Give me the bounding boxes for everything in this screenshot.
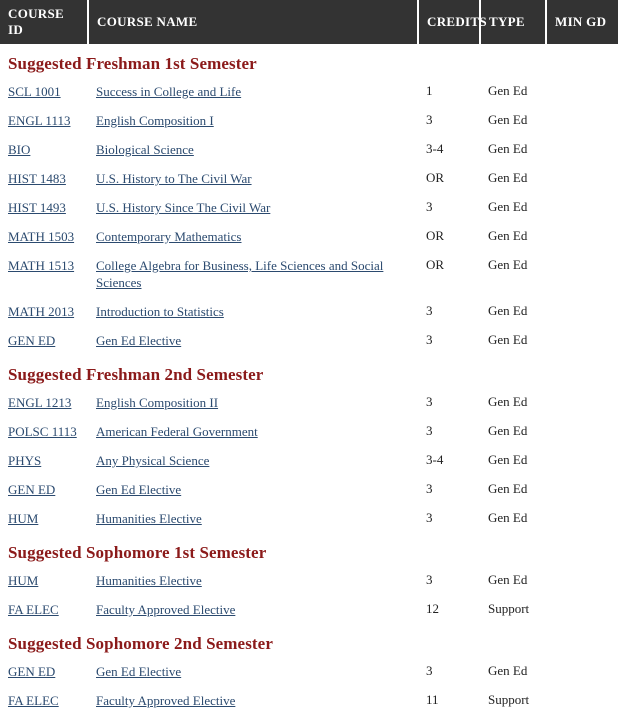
course-name-link[interactable]: College Algebra for Business, Life Sciences and Social Sciences: [96, 258, 384, 290]
table-row: [0, 193, 618, 222]
course-name-cell: [88, 77, 418, 106]
section-title-cell: [0, 44, 618, 77]
course-id-link[interactable]: GEN ED: [8, 482, 56, 497]
course-name-cell: [88, 686, 418, 715]
course-name-link[interactable]: American Federal Government: [96, 424, 258, 439]
course-id-link[interactable]: MATH 1513: [8, 258, 75, 273]
min-grade-cell: [546, 77, 618, 106]
type-cell: Gen Ed: [488, 394, 528, 409]
course-name-cell: [88, 164, 418, 193]
column-header-course-name: COURSE NAME: [88, 0, 418, 44]
type-cell: Gen Ed: [488, 332, 528, 347]
table-row: [0, 251, 618, 297]
credits-cell: 3: [426, 303, 433, 318]
course-id-cell: [0, 475, 88, 504]
table-header-row: [0, 0, 618, 44]
credits-cell: 3: [426, 199, 433, 214]
table-row: [0, 686, 618, 715]
min-grade-cell: [546, 164, 618, 193]
type-cell: Support: [488, 601, 530, 616]
course-id-link[interactable]: HUM: [8, 511, 39, 526]
credits-cell: 3: [426, 510, 433, 525]
column-header-type: TYPE: [480, 0, 546, 44]
course-id-cell: [0, 686, 88, 715]
type-cell: Gen Ed: [488, 572, 528, 587]
course-name-cell: [88, 297, 418, 326]
credits-cell: 11: [426, 692, 439, 707]
course-name-cell: [88, 193, 418, 222]
type-cell: Gen Ed: [488, 170, 528, 185]
course-id-cell: [0, 388, 88, 417]
credits-cell: OR: [426, 257, 445, 272]
min-grade-cell: [546, 566, 618, 595]
min-grade-cell: [546, 446, 618, 475]
course-name-link[interactable]: English Composition II: [96, 395, 219, 410]
min-grade-cell: [546, 657, 618, 686]
type-cell: Gen Ed: [488, 83, 528, 98]
min-grade-cell: [546, 222, 618, 251]
course-id-cell: [0, 657, 88, 686]
section-title: Suggested Sophomore 2nd Semester: [8, 634, 273, 653]
section-title: Suggested Sophomore 1st Semester: [8, 543, 267, 562]
type-cell: Gen Ed: [488, 423, 528, 438]
course-id-link[interactable]: HUM: [8, 573, 39, 588]
type-cell: Gen Ed: [488, 481, 528, 496]
course-id-cell: [0, 222, 88, 251]
credits-cell: 3-4: [426, 452, 444, 467]
table-header: [0, 0, 618, 44]
course-id-link[interactable]: GEN ED: [8, 333, 56, 348]
course-name-cell: [88, 388, 418, 417]
min-grade-cell: [546, 106, 618, 135]
course-name-link[interactable]: Biological Science: [96, 142, 194, 157]
type-cell: Support: [488, 692, 530, 707]
min-grade-cell: [546, 475, 618, 504]
section-title-cell: [0, 355, 618, 388]
course-name-link[interactable]: Faculty Approved Elective: [96, 602, 236, 617]
min-grade-cell: [546, 251, 618, 297]
column-header-min-gd: MIN GD: [546, 0, 618, 44]
credits-cell: 12: [426, 601, 439, 616]
course-name-cell: [88, 657, 418, 686]
course-id-cell: [0, 251, 88, 297]
table-row: [0, 595, 618, 624]
section-header-row: [0, 355, 618, 388]
course-id-link[interactable]: ENGL 1213: [8, 395, 72, 410]
table-row: [0, 417, 618, 446]
type-cell: Gen Ed: [488, 303, 528, 318]
course-name-cell: [88, 251, 418, 297]
course-id-link[interactable]: FA ELEC: [8, 602, 59, 617]
course-name-cell: [88, 475, 418, 504]
min-grade-cell: [546, 135, 618, 164]
course-id-link[interactable]: MATH 2013: [8, 304, 75, 319]
course-name-cell: [88, 566, 418, 595]
type-cell: Gen Ed: [488, 228, 528, 243]
section-header-row: [0, 533, 618, 566]
type-cell: Gen Ed: [488, 199, 528, 214]
course-id-cell: [0, 417, 88, 446]
table-row: [0, 566, 618, 595]
min-grade-cell: [546, 504, 618, 533]
type-cell: Gen Ed: [488, 663, 528, 678]
section-header-row: [0, 44, 618, 77]
course-name-link[interactable]: Gen Ed Elective: [96, 482, 182, 497]
course-id-cell: [0, 595, 88, 624]
course-id-cell: [0, 164, 88, 193]
course-id-link[interactable]: FA ELEC: [8, 693, 59, 708]
course-name-link[interactable]: Contemporary Mathematics: [96, 229, 242, 244]
credits-cell: 3-4: [426, 141, 444, 156]
table-row: [0, 164, 618, 193]
min-grade-cell: [546, 417, 618, 446]
table-row: [0, 388, 618, 417]
credits-cell: 3: [426, 423, 433, 438]
course-name-link[interactable]: Gen Ed Elective: [96, 333, 182, 348]
min-grade-cell: [546, 388, 618, 417]
min-grade-cell: [546, 326, 618, 355]
course-name-link[interactable]: Any Physical Science: [96, 453, 210, 468]
course-id-link[interactable]: PHYS: [8, 453, 42, 468]
type-cell: Gen Ed: [488, 510, 528, 525]
course-name-link[interactable]: Introduction to Statistics: [96, 304, 224, 319]
credits-cell: OR: [426, 228, 445, 243]
table-row: [0, 446, 618, 475]
course-name-cell: [88, 326, 418, 355]
course-name-cell: [88, 446, 418, 475]
course-name-cell: [88, 417, 418, 446]
course-id-link[interactable]: MATH 1503: [8, 229, 75, 244]
course-id-link[interactable]: BIO: [8, 142, 31, 157]
course-id-link[interactable]: POLSC 1113: [8, 424, 77, 439]
course-id-cell: [0, 106, 88, 135]
course-id-cell: [0, 326, 88, 355]
credits-cell: 3: [426, 332, 433, 347]
table-body: [0, 44, 618, 715]
course-id-link[interactable]: ENGL 1113: [8, 113, 71, 128]
column-header-course-id: COURSE ID: [0, 0, 88, 44]
course-name-link[interactable]: Faculty Approved Elective: [96, 693, 236, 708]
section-header-row: [0, 624, 618, 657]
course-id-link[interactable]: SCL 1001: [8, 84, 61, 99]
table-row: [0, 77, 618, 106]
course-id-cell: [0, 77, 88, 106]
course-name-cell: [88, 135, 418, 164]
course-name-link[interactable]: U.S. History to The Civil War: [96, 171, 252, 186]
section-title: Suggested Freshman 1st Semester: [8, 54, 257, 73]
type-cell: Gen Ed: [488, 452, 528, 467]
course-id-cell: [0, 566, 88, 595]
course-name-link[interactable]: Success in College and Life: [96, 84, 242, 99]
table-row: [0, 106, 618, 135]
min-grade-cell: [546, 686, 618, 715]
min-grade-cell: [546, 595, 618, 624]
course-id-link[interactable]: HIST 1483: [8, 171, 66, 186]
course-id-cell: [0, 193, 88, 222]
table-row: [0, 326, 618, 355]
credits-cell: OR: [426, 170, 445, 185]
credits-cell: 1: [426, 83, 433, 98]
course-name-link[interactable]: Gen Ed Elective: [96, 664, 182, 679]
column-header-credits: CREDITS: [418, 0, 480, 44]
course-name-link[interactable]: U.S. History Since The Civil War: [96, 200, 271, 215]
table-row: [0, 222, 618, 251]
type-cell: Gen Ed: [488, 141, 528, 156]
course-id-cell: [0, 297, 88, 326]
course-name-cell: [88, 106, 418, 135]
type-cell: Gen Ed: [488, 257, 528, 272]
credits-cell: 3: [426, 481, 433, 496]
section-title: Suggested Freshman 2nd Semester: [8, 365, 264, 384]
section-title-cell: [0, 533, 618, 566]
table-row: [0, 657, 618, 686]
credits-cell: 3: [426, 112, 433, 127]
table-row: [0, 504, 618, 533]
course-name-cell: [88, 504, 418, 533]
course-id-cell: [0, 135, 88, 164]
course-id-link[interactable]: GEN ED: [8, 664, 56, 679]
course-name-link[interactable]: English Composition I: [96, 113, 214, 128]
course-id-link[interactable]: HIST 1493: [8, 200, 66, 215]
course-name-link[interactable]: Humanities Elective: [96, 511, 202, 526]
course-name-cell: [88, 222, 418, 251]
course-id-cell: [0, 446, 88, 475]
table-row: [0, 475, 618, 504]
course-id-cell: [0, 504, 88, 533]
min-grade-cell: [546, 297, 618, 326]
credits-cell: 3: [426, 394, 433, 409]
min-grade-cell: [546, 193, 618, 222]
credits-cell: 3: [426, 663, 433, 678]
course-name-cell: [88, 595, 418, 624]
course-name-link[interactable]: Humanities Elective: [96, 573, 202, 588]
credits-cell: 3: [426, 572, 433, 587]
table-row: [0, 135, 618, 164]
type-cell: Gen Ed: [488, 112, 528, 127]
section-title-cell: [0, 624, 618, 657]
table-row: [0, 297, 618, 326]
